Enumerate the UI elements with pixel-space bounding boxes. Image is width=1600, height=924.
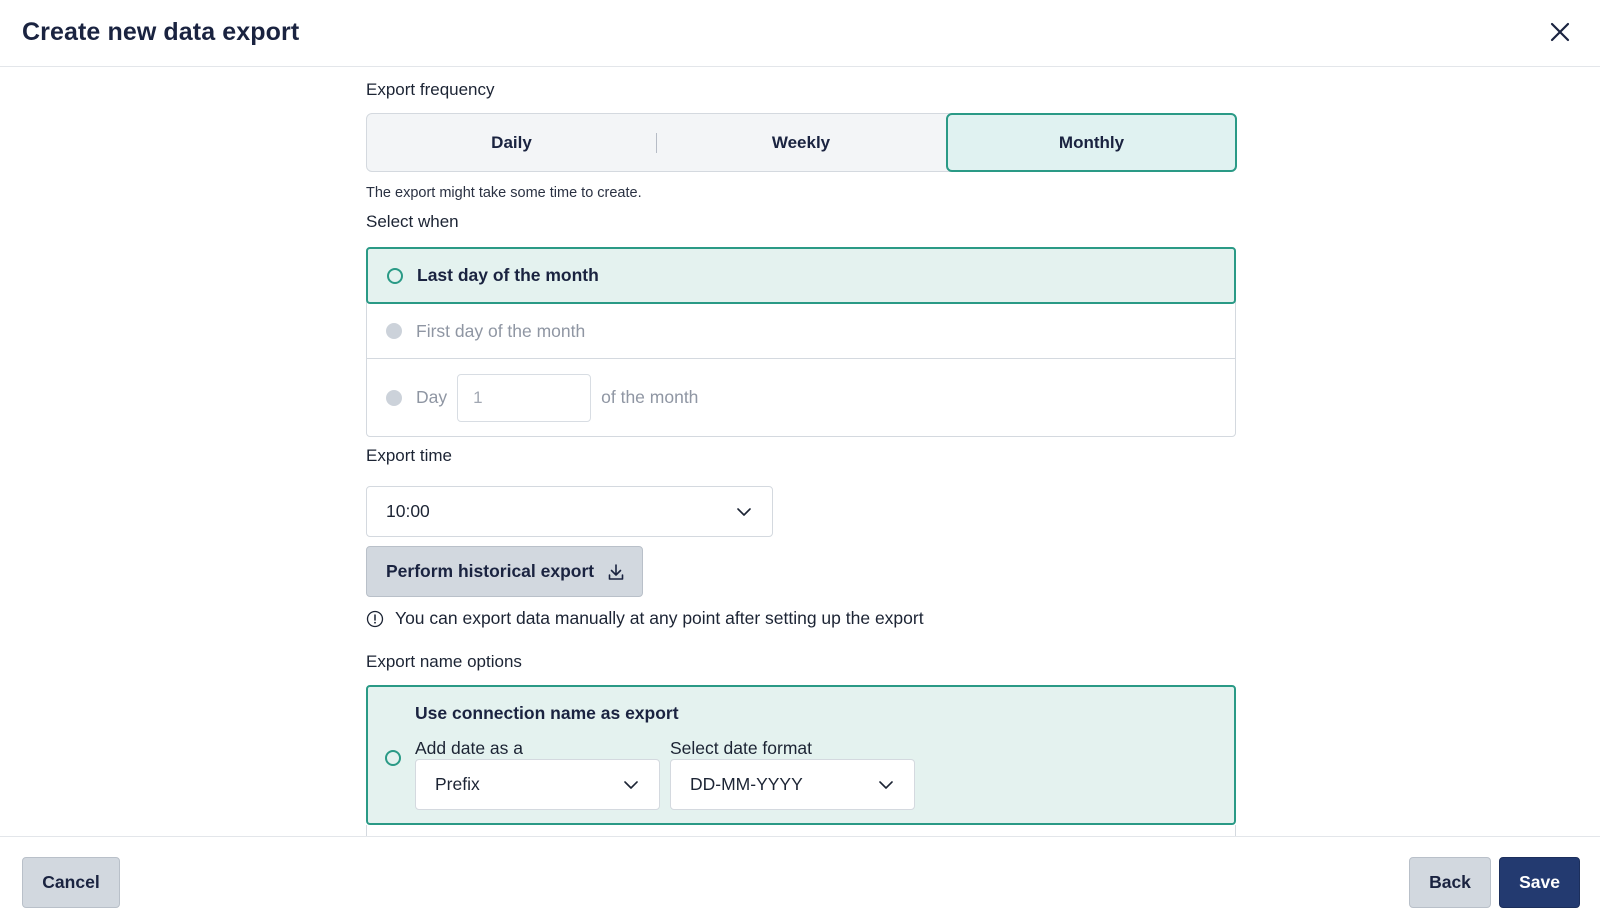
- download-icon: [606, 562, 626, 582]
- date-format-select[interactable]: [670, 759, 915, 810]
- option-last-day-of-month[interactable]: [366, 247, 1236, 304]
- select-when-label: Select when: [366, 212, 459, 231]
- radio-unselected-icon[interactable]: [386, 390, 402, 406]
- dialog-title: Create new data export: [22, 18, 300, 46]
- radio-selected-icon[interactable]: [385, 750, 401, 766]
- dialog-body[interactable]: [0, 67, 1600, 836]
- save-button[interactable]: Save: [1499, 857, 1580, 908]
- chevron-down-icon: [736, 504, 752, 520]
- chevron-down-icon: [623, 777, 639, 793]
- info-text: You can export data manually at any point after setting up the export: [395, 608, 924, 628]
- export-time-value: 10:00: [386, 501, 430, 521]
- cancel-button[interactable]: Cancel: [22, 857, 120, 908]
- close-icon[interactable]: [1548, 20, 1572, 44]
- export-frequency-label: Export frequency: [366, 80, 495, 99]
- export-time-label: Export time: [366, 446, 452, 465]
- historical-export-label: Perform historical export: [386, 561, 595, 581]
- frequency-option-daily[interactable]: Daily: [491, 132, 532, 152]
- historical-export-button[interactable]: [366, 546, 643, 597]
- chevron-down-icon: [878, 777, 894, 793]
- back-button[interactable]: Back: [1409, 857, 1491, 908]
- frequency-option-weekly[interactable]: Weekly: [771, 132, 831, 152]
- historical-export-info: [366, 608, 924, 629]
- add-date-label: Add date as a: [415, 738, 523, 758]
- option-label: First day of the month: [416, 320, 586, 341]
- date-position-value: Prefix: [435, 774, 480, 794]
- radio-selected-icon[interactable]: [387, 268, 403, 284]
- select-when-radio-group: [366, 247, 1236, 437]
- frequency-hint: The export might take some time to create.: [366, 185, 642, 201]
- name-option-title: Use connection name as export: [415, 703, 679, 723]
- dialog-footer: [0, 836, 1600, 924]
- date-format-value: DD-MM-YYYY: [690, 774, 803, 794]
- name-option-connection-name[interactable]: [366, 685, 1236, 825]
- option-specific-day[interactable]: [367, 359, 1235, 436]
- day-of-month-input[interactable]: 1: [457, 374, 591, 422]
- dialog-header: [0, 0, 1600, 67]
- export-time-select[interactable]: [366, 486, 773, 537]
- frequency-option-monthly[interactable]: Monthly: [946, 113, 1237, 172]
- option-first-day-of-month[interactable]: [367, 304, 1235, 359]
- day-prefix-label: Day: [416, 387, 448, 407]
- frequency-segmented-control: [366, 113, 1236, 172]
- next-name-option-partial: [366, 825, 1236, 836]
- date-position-select[interactable]: [415, 759, 660, 810]
- day-suffix-label: of the month: [601, 387, 699, 407]
- date-format-label: Select date format: [670, 738, 813, 758]
- info-icon: [366, 610, 384, 628]
- option-label: Last day of the month: [417, 265, 599, 285]
- radio-unselected-icon[interactable]: [386, 323, 402, 339]
- export-name-options-label: Export name options: [366, 652, 522, 671]
